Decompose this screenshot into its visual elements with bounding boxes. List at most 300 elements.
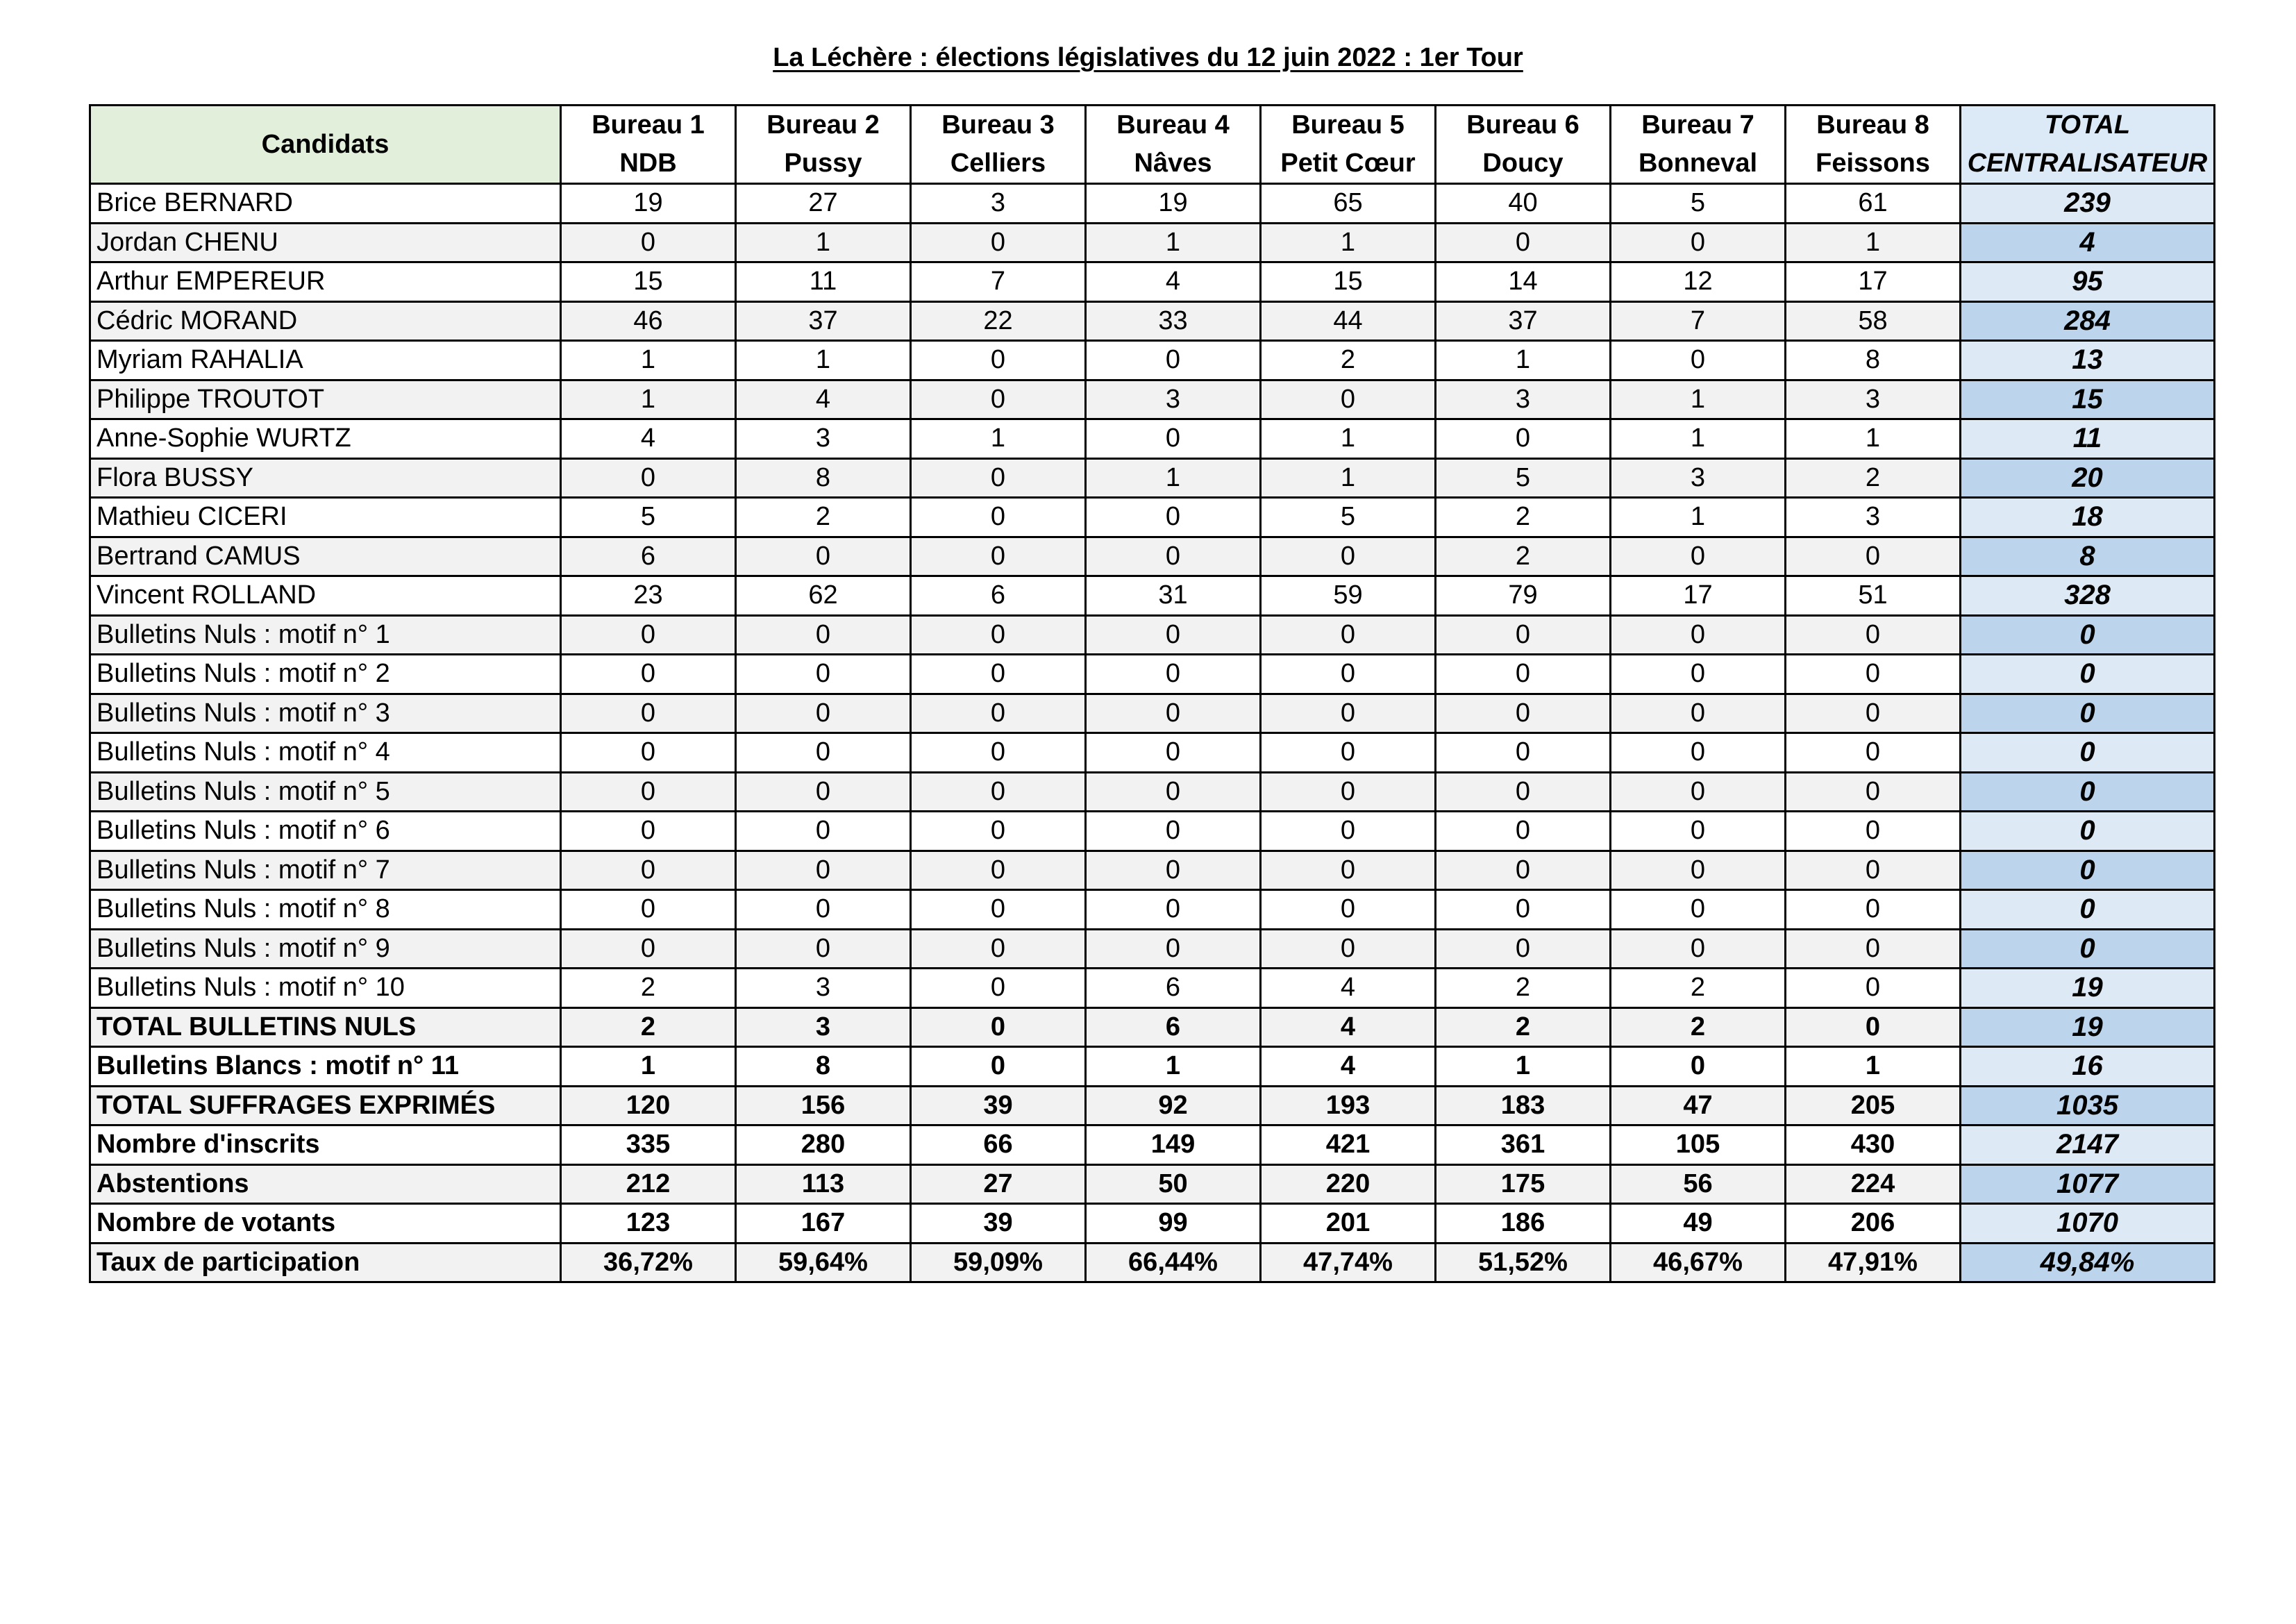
table-row	[90, 1047, 2215, 1087]
total-value: 0	[1961, 890, 2215, 930]
bureau-1-value: 1	[561, 380, 736, 419]
bureau-4-value: 31	[1086, 576, 1261, 616]
total-value: 16	[1961, 1047, 2215, 1087]
column-header-bureau-5	[1261, 106, 1436, 184]
total-value: 1070	[1961, 1204, 2215, 1244]
bureau-8-value: 206	[1786, 1204, 1961, 1244]
bureau-2-value: 0	[736, 694, 911, 733]
bureau-6-value: 186	[1436, 1204, 1611, 1244]
bureau-5-value: 1	[1261, 458, 1436, 498]
bureau-8-value: 0	[1786, 615, 1961, 655]
bureau-number-label: Bureau 5	[1291, 110, 1405, 140]
bureau-6-value: 1	[1436, 1047, 1611, 1087]
total-header-line2: CENTRALISATEUR	[1967, 149, 2208, 178]
bureau-number-label: Bureau 8	[1816, 110, 1929, 140]
row-label: Bulletins Nuls : motif n° 2	[90, 655, 561, 694]
bureau-1-value: 19	[561, 184, 736, 224]
bureau-5-value: 47,74%	[1261, 1243, 1436, 1282]
bureau-1-value: 46	[561, 301, 736, 341]
bureau-2-value: 3	[736, 419, 911, 459]
bureau-8-value: 0	[1786, 929, 1961, 969]
row-label: Taux de participation	[90, 1243, 561, 1282]
total-value: 1035	[1961, 1086, 2215, 1125]
bureau-6-value: 361	[1436, 1125, 1611, 1165]
bureau-2-value: 0	[736, 655, 911, 694]
table-row	[90, 537, 2215, 576]
bureau-5-value: 0	[1261, 615, 1436, 655]
bureau-place-label: Doucy	[1482, 149, 1564, 178]
bureau-6-value: 0	[1436, 223, 1611, 262]
table-row	[90, 1243, 2215, 1282]
bureau-8-value: 0	[1786, 537, 1961, 576]
bureau-1-value: 1	[561, 1047, 736, 1087]
bureau-7-value: 7	[1611, 301, 1786, 341]
bureau-6-value: 0	[1436, 851, 1611, 890]
bureau-5-value: 65	[1261, 184, 1436, 224]
row-label: Abstentions	[90, 1164, 561, 1204]
bureau-5-value: 0	[1261, 812, 1436, 851]
bureau-5-value: 220	[1261, 1164, 1436, 1204]
total-value: 8	[1961, 537, 2215, 576]
table-row	[90, 458, 2215, 498]
bureau-5-value: 44	[1261, 301, 1436, 341]
bureau-4-value: 0	[1086, 772, 1261, 812]
bureau-3-value: 7	[911, 262, 1086, 302]
total-value: 0	[1961, 733, 2215, 773]
total-value: 20	[1961, 458, 2215, 498]
bureau-6-value: 0	[1436, 419, 1611, 459]
bureau-8-value: 0	[1786, 772, 1961, 812]
bureau-8-value: 58	[1786, 301, 1961, 341]
table-row	[90, 655, 2215, 694]
row-label: Bulletins Nuls : motif n° 1	[90, 615, 561, 655]
bureau-2-value: 113	[736, 1164, 911, 1204]
total-value: 0	[1961, 851, 2215, 890]
bureau-6-value: 0	[1436, 772, 1611, 812]
bureau-2-value: 2	[736, 498, 911, 537]
table-row	[90, 576, 2215, 616]
bureau-1-value: 2	[561, 1007, 736, 1047]
row-label: Bulletins Nuls : motif n° 7	[90, 851, 561, 890]
bureau-7-value: 49	[1611, 1204, 1786, 1244]
bureau-7-value: 0	[1611, 851, 1786, 890]
total-value: 95	[1961, 262, 2215, 302]
bureau-2-value: 0	[736, 812, 911, 851]
bureau-2-value: 156	[736, 1086, 911, 1125]
bureau-4-value: 0	[1086, 615, 1261, 655]
table-row	[90, 184, 2215, 224]
bureau-4-value: 1	[1086, 1047, 1261, 1087]
bureau-4-value: 0	[1086, 733, 1261, 773]
bureau-5-value: 0	[1261, 890, 1436, 930]
bureau-8-value: 47,91%	[1786, 1243, 1961, 1282]
bureau-6-value: 5	[1436, 458, 1611, 498]
table-row	[90, 851, 2215, 890]
bureau-6-value: 2	[1436, 537, 1611, 576]
total-value: 1077	[1961, 1164, 2215, 1204]
table-row	[90, 812, 2215, 851]
bureau-5-value: 0	[1261, 694, 1436, 733]
bureau-4-value: 0	[1086, 655, 1261, 694]
bureau-3-value: 0	[911, 969, 1086, 1008]
bureau-7-value: 56	[1611, 1164, 1786, 1204]
bureau-6-value: 2	[1436, 498, 1611, 537]
bureau-4-value: 19	[1086, 184, 1261, 224]
bureau-3-value: 39	[911, 1204, 1086, 1244]
bureau-2-value: 280	[736, 1125, 911, 1165]
bureau-2-value: 0	[736, 851, 911, 890]
total-value: 11	[1961, 419, 2215, 459]
bureau-1-value: 6	[561, 537, 736, 576]
bureau-place-label: Petit Cœur	[1280, 149, 1416, 178]
bureau-6-value: 0	[1436, 890, 1611, 930]
bureau-4-value: 50	[1086, 1164, 1261, 1204]
bureau-1-value: 0	[561, 655, 736, 694]
bureau-3-value: 0	[911, 1047, 1086, 1087]
bureau-7-value: 0	[1611, 812, 1786, 851]
bureau-3-value: 0	[911, 223, 1086, 262]
bureau-3-value: 66	[911, 1125, 1086, 1165]
bureau-6-value: 37	[1436, 301, 1611, 341]
bureau-6-value: 79	[1436, 576, 1611, 616]
column-header-candidates: Candidats	[90, 106, 561, 184]
bureau-3-value: 0	[911, 812, 1086, 851]
bureau-2-value: 0	[736, 537, 911, 576]
bureau-7-value: 17	[1611, 576, 1786, 616]
bureau-2-value: 0	[736, 772, 911, 812]
column-header-total	[1961, 106, 2215, 184]
table-row	[90, 223, 2215, 262]
bureau-6-value: 3	[1436, 380, 1611, 419]
bureau-2-value: 4	[736, 380, 911, 419]
bureau-5-value: 5	[1261, 498, 1436, 537]
bureau-6-value: 0	[1436, 812, 1611, 851]
bureau-8-value: 1	[1786, 419, 1961, 459]
bureau-7-value: 0	[1611, 223, 1786, 262]
bureau-5-value: 59	[1261, 576, 1436, 616]
bureau-8-value: 1	[1786, 223, 1961, 262]
bureau-8-value: 8	[1786, 341, 1961, 380]
row-label: Bulletins Blancs : motif n° 11	[90, 1047, 561, 1087]
row-label: Bertrand CAMUS	[90, 537, 561, 576]
bureau-7-value: 0	[1611, 615, 1786, 655]
bureau-8-value: 0	[1786, 851, 1961, 890]
bureau-5-value: 193	[1261, 1086, 1436, 1125]
bureau-1-value: 120	[561, 1086, 736, 1125]
bureau-5-value: 0	[1261, 772, 1436, 812]
bureau-3-value: 39	[911, 1086, 1086, 1125]
bureau-1-value: 15	[561, 262, 736, 302]
bureau-2-value: 0	[736, 890, 911, 930]
bureau-6-value: 183	[1436, 1086, 1611, 1125]
bureau-6-value: 1	[1436, 341, 1611, 380]
row-label: Bulletins Nuls : motif n° 5	[90, 772, 561, 812]
bureau-7-value: 1	[1611, 419, 1786, 459]
table-row	[90, 772, 2215, 812]
bureau-4-value: 0	[1086, 851, 1261, 890]
bureau-3-value: 0	[911, 458, 1086, 498]
bureau-7-value: 0	[1611, 772, 1786, 812]
bureau-7-value: 0	[1611, 341, 1786, 380]
total-value: 239	[1961, 184, 2215, 224]
row-label: Myriam RAHALIA	[90, 341, 561, 380]
bureau-2-value: 3	[736, 969, 911, 1008]
bureau-1-value: 0	[561, 812, 736, 851]
bureau-6-value: 0	[1436, 615, 1611, 655]
table-row	[90, 380, 2215, 419]
bureau-place-label: Celliers	[950, 149, 1046, 178]
total-value: 0	[1961, 694, 2215, 733]
bureau-4-value: 0	[1086, 890, 1261, 930]
bureau-1-value: 0	[561, 851, 736, 890]
bureau-8-value: 3	[1786, 380, 1961, 419]
table-row	[90, 341, 2215, 380]
row-label: Bulletins Nuls : motif n° 9	[90, 929, 561, 969]
bureau-7-value: 47	[1611, 1086, 1786, 1125]
bureau-7-value: 12	[1611, 262, 1786, 302]
bureau-8-value: 430	[1786, 1125, 1961, 1165]
table-row	[90, 969, 2215, 1008]
bureau-6-value: 2	[1436, 969, 1611, 1008]
table-row	[90, 1007, 2215, 1047]
table-row	[90, 929, 2215, 969]
table-row	[90, 615, 2215, 655]
bureau-3-value: 0	[911, 498, 1086, 537]
bureau-1-value: 0	[561, 615, 736, 655]
bureau-4-value: 92	[1086, 1086, 1261, 1125]
bureau-7-value: 0	[1611, 537, 1786, 576]
row-label: TOTAL BULLETINS NULS	[90, 1007, 561, 1047]
total-value: 13	[1961, 341, 2215, 380]
row-label: Bulletins Nuls : motif n° 10	[90, 969, 561, 1008]
bureau-5-value: 201	[1261, 1204, 1436, 1244]
row-label: Flora BUSSY	[90, 458, 561, 498]
bureau-2-value: 0	[736, 733, 911, 773]
bureau-8-value: 205	[1786, 1086, 1961, 1125]
row-label: Philippe TROUTOT	[90, 380, 561, 419]
bureau-6-value: 40	[1436, 184, 1611, 224]
row-label: Bulletins Nuls : motif n° 3	[90, 694, 561, 733]
bureau-6-value: 175	[1436, 1164, 1611, 1204]
bureau-8-value: 17	[1786, 262, 1961, 302]
results-table	[89, 104, 2215, 1283]
bureau-4-value: 0	[1086, 419, 1261, 459]
bureau-8-value: 0	[1786, 655, 1961, 694]
row-label: Bulletins Nuls : motif n° 4	[90, 733, 561, 773]
table-row	[90, 694, 2215, 733]
bureau-6-value: 0	[1436, 929, 1611, 969]
total-value: 15	[1961, 380, 2215, 419]
bureau-1-value: 2	[561, 969, 736, 1008]
bureau-5-value: 0	[1261, 851, 1436, 890]
bureau-4-value: 0	[1086, 341, 1261, 380]
bureau-2-value: 0	[736, 929, 911, 969]
bureau-1-value: 0	[561, 890, 736, 930]
bureau-4-value: 66,44%	[1086, 1243, 1261, 1282]
column-header-bureau-3	[911, 106, 1086, 184]
bureau-8-value: 61	[1786, 184, 1961, 224]
total-value: 328	[1961, 576, 2215, 616]
bureau-5-value: 0	[1261, 537, 1436, 576]
table-row	[90, 498, 2215, 537]
bureau-8-value: 224	[1786, 1164, 1961, 1204]
column-header-bureau-7	[1611, 106, 1786, 184]
bureau-7-value: 1	[1611, 380, 1786, 419]
bureau-3-value: 3	[911, 184, 1086, 224]
bureau-4-value: 0	[1086, 929, 1261, 969]
bureau-4-value: 1	[1086, 223, 1261, 262]
bureau-number-label: Bureau 4	[1116, 110, 1230, 140]
bureau-7-value: 105	[1611, 1125, 1786, 1165]
bureau-5-value: 1	[1261, 419, 1436, 459]
total-value: 4	[1961, 223, 2215, 262]
bureau-3-value: 59,09%	[911, 1243, 1086, 1282]
bureau-4-value: 0	[1086, 694, 1261, 733]
column-header-bureau-4	[1086, 106, 1261, 184]
bureau-2-value: 62	[736, 576, 911, 616]
bureau-1-value: 4	[561, 419, 736, 459]
bureau-4-value: 6	[1086, 1007, 1261, 1047]
column-header-bureau-8	[1786, 106, 1961, 184]
bureau-7-value: 3	[1611, 458, 1786, 498]
column-header-bureau-6	[1436, 106, 1611, 184]
row-label: Cédric MORAND	[90, 301, 561, 341]
bureau-1-value: 1	[561, 341, 736, 380]
total-header-line1: TOTAL	[2044, 110, 2131, 140]
row-label: TOTAL SUFFRAGES EXPRIMÉS	[90, 1086, 561, 1125]
table-row	[90, 1164, 2215, 1204]
bureau-1-value: 335	[561, 1125, 736, 1165]
total-value: 0	[1961, 655, 2215, 694]
total-value: 0	[1961, 812, 2215, 851]
bureau-7-value: 46,67%	[1611, 1243, 1786, 1282]
bureau-5-value: 4	[1261, 969, 1436, 1008]
bureau-place-label: Feissons	[1816, 149, 1930, 178]
bureau-2-value: 1	[736, 341, 911, 380]
bureau-8-value: 3	[1786, 498, 1961, 537]
bureau-3-value: 0	[911, 851, 1086, 890]
total-value: 49,84%	[1961, 1243, 2215, 1282]
bureau-3-value: 0	[911, 380, 1086, 419]
bureau-4-value: 0	[1086, 537, 1261, 576]
bureau-number-label: Bureau 2	[766, 110, 880, 140]
page-title: La Léchère : élections législatives du 12 juin 2022 : 1er Tour	[773, 43, 1523, 72]
row-label: Mathieu CICERI	[90, 498, 561, 537]
row-label: Bulletins Nuls : motif n° 8	[90, 890, 561, 930]
table-row	[90, 890, 2215, 930]
bureau-2-value: 8	[736, 1047, 911, 1087]
bureau-6-value: 2	[1436, 1007, 1611, 1047]
bureau-7-value: 0	[1611, 694, 1786, 733]
bureau-3-value: 0	[911, 694, 1086, 733]
row-label: Brice BERNARD	[90, 184, 561, 224]
bureau-3-value: 0	[911, 733, 1086, 773]
row-label: Bulletins Nuls : motif n° 6	[90, 812, 561, 851]
bureau-5-value: 2	[1261, 341, 1436, 380]
bureau-5-value: 421	[1261, 1125, 1436, 1165]
bureau-place-label: Pussy	[784, 149, 862, 178]
bureau-5-value: 4	[1261, 1007, 1436, 1047]
total-value: 0	[1961, 615, 2215, 655]
bureau-number-label: Bureau 6	[1466, 110, 1579, 140]
bureau-2-value: 167	[736, 1204, 911, 1244]
bureau-8-value: 0	[1786, 812, 1961, 851]
bureau-4-value: 33	[1086, 301, 1261, 341]
table-row	[90, 1086, 2215, 1125]
row-label: Jordan CHENU	[90, 223, 561, 262]
bureau-5-value: 0	[1261, 929, 1436, 969]
bureau-place-label: Bonneval	[1638, 149, 1758, 178]
bureau-5-value: 15	[1261, 262, 1436, 302]
row-label: Arthur EMPEREUR	[90, 262, 561, 302]
bureau-3-value: 0	[911, 929, 1086, 969]
bureau-3-value: 27	[911, 1164, 1086, 1204]
bureau-8-value: 0	[1786, 694, 1961, 733]
total-value: 19	[1961, 1007, 2215, 1047]
bureau-8-value: 0	[1786, 1007, 1961, 1047]
table-row	[90, 262, 2215, 302]
bureau-7-value: 5	[1611, 184, 1786, 224]
bureau-7-value: 0	[1611, 1047, 1786, 1087]
bureau-2-value: 11	[736, 262, 911, 302]
bureau-3-value: 1	[911, 419, 1086, 459]
total-value: 0	[1961, 929, 2215, 969]
bureau-4-value: 6	[1086, 969, 1261, 1008]
bureau-5-value: 4	[1261, 1047, 1436, 1087]
header-row	[90, 106, 2215, 184]
bureau-5-value: 0	[1261, 380, 1436, 419]
total-value: 19	[1961, 969, 2215, 1008]
bureau-7-value: 0	[1611, 929, 1786, 969]
bureau-3-value: 0	[911, 655, 1086, 694]
bureau-3-value: 0	[911, 341, 1086, 380]
bureau-1-value: 0	[561, 772, 736, 812]
bureau-1-value: 0	[561, 733, 736, 773]
bureau-7-value: 0	[1611, 733, 1786, 773]
bureau-place-label: NDB	[619, 149, 677, 178]
bureau-2-value: 37	[736, 301, 911, 341]
bureau-place-label: Nâves	[1134, 149, 1212, 178]
bureau-3-value: 0	[911, 890, 1086, 930]
bureau-5-value: 0	[1261, 733, 1436, 773]
bureau-5-value: 1	[1261, 223, 1436, 262]
bureau-1-value: 36,72%	[561, 1243, 736, 1282]
bureau-3-value: 6	[911, 576, 1086, 616]
bureau-4-value: 149	[1086, 1125, 1261, 1165]
bureau-number-label: Bureau 7	[1641, 110, 1754, 140]
bureau-1-value: 123	[561, 1204, 736, 1244]
bureau-7-value: 0	[1611, 655, 1786, 694]
bureau-8-value: 0	[1786, 890, 1961, 930]
bureau-1-value: 23	[561, 576, 736, 616]
results-body	[90, 184, 2215, 1282]
bureau-8-value: 0	[1786, 969, 1961, 1008]
row-label: Vincent ROLLAND	[90, 576, 561, 616]
bureau-3-value: 22	[911, 301, 1086, 341]
bureau-number-label: Bureau 3	[941, 110, 1055, 140]
table-row	[90, 1204, 2215, 1244]
bureau-8-value: 2	[1786, 458, 1961, 498]
row-label: Anne-Sophie WURTZ	[90, 419, 561, 459]
row-label: Nombre d'inscrits	[90, 1125, 561, 1165]
bureau-6-value: 0	[1436, 733, 1611, 773]
bureau-4-value: 0	[1086, 498, 1261, 537]
bureau-1-value: 5	[561, 498, 736, 537]
total-value: 2147	[1961, 1125, 2215, 1165]
table-row	[90, 733, 2215, 773]
bureau-7-value: 0	[1611, 890, 1786, 930]
bureau-1-value: 0	[561, 458, 736, 498]
